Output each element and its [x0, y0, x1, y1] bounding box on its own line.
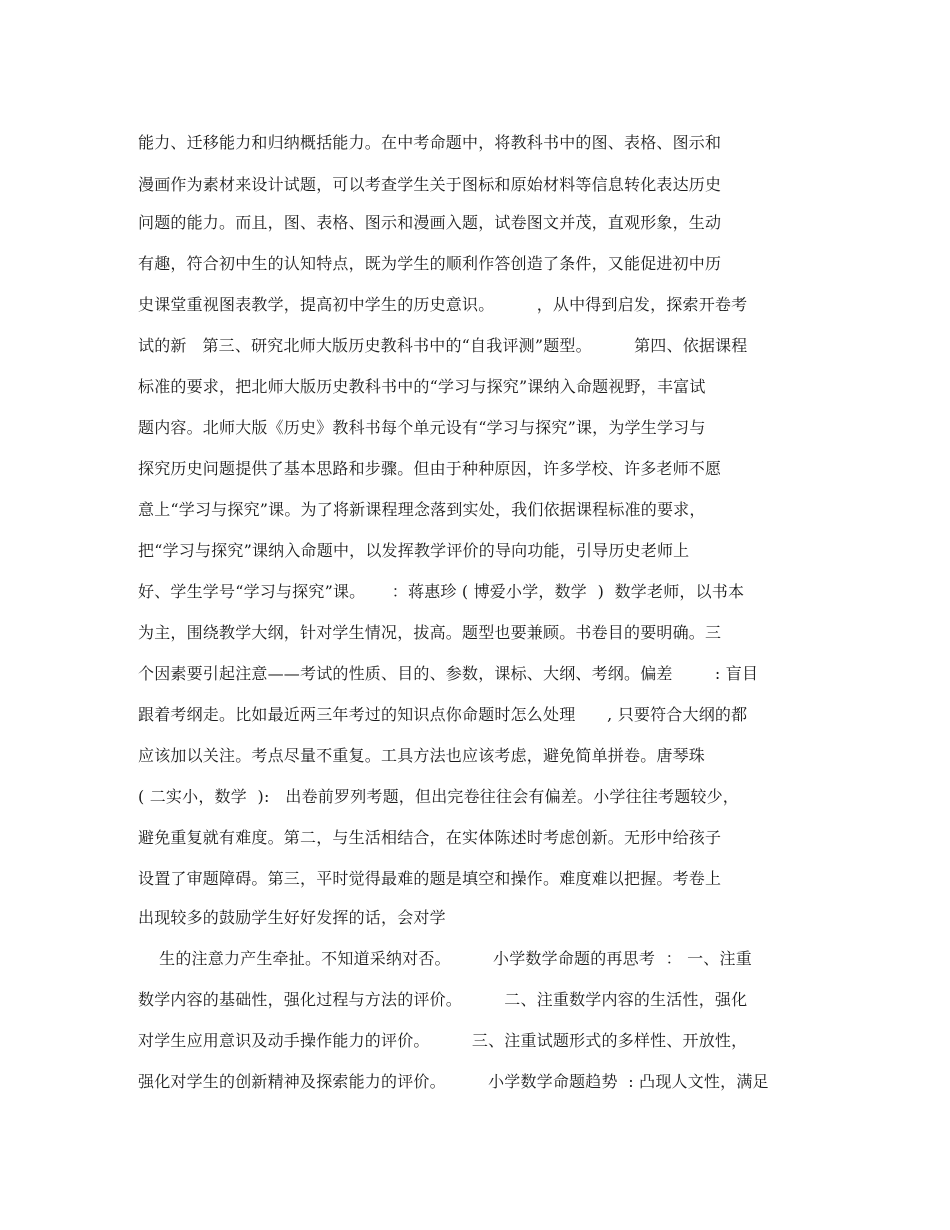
text-line: 为主，围绕教学大纲，针对学生情况，拔高。题型也要兼顾。书卷目的要明确。三 — [138, 623, 722, 642]
text-line: 问题的能力。而且，图、表格、图示和漫画入题，试卷图文并茂，直观形象，生动 — [138, 213, 722, 232]
text-line: 好、学生学号“学习与探究”课。 ：蒋惠珍 ( 博爱小学，数学 ) 数学老师，以书本 — [138, 582, 745, 601]
text-line: 题内容。北师大版《历史》教科书每个单元设有“学习与探究”课，为学生学习与 — [138, 418, 706, 437]
text-line: 漫画作为素材来设计试题，可以考查学生关于图标和原始材料等信息转化表达历史 — [138, 175, 722, 194]
text-line: 标准的要求，把北师大版历史教科书中的“学习与探究”课纳入命题视野，丰富试 — [138, 377, 706, 396]
text-line: 应该加以关注。考点尽量不重复。工具方法也应该考虑，避免简单拼卷。唐琴珠 — [138, 746, 706, 765]
text-line: 史课堂重视图表教学，提高初中学生的历史意识。 ，从中得到启发，探索开卷考 — [138, 295, 748, 314]
text-line: 生的注意力产生牵扯。不知道采纳对否。 小学数学命题的再思考 ： 一、注重 — [138, 949, 752, 968]
text-line: 数学内容的基础性，强化过程与方法的评价。 二、注重数学内容的生活性，强化 — [138, 990, 748, 1009]
text-line: 对学生应用意识及动手操作能力的评价。 三、注重试题形式的多样性、开放性， — [138, 1031, 748, 1050]
text-line: ( 二实小，数学 ): 出卷前罗列考题，但出完卷往往会有偏差。小学往往考题较少， — [138, 787, 739, 806]
text-line: 个因素要引起注意——考试的性质、目的、参数，课标、大纲、考纲。偏差 : 盲目 — [138, 664, 759, 683]
text-line: 能力、迁移能力和归纳概括能力。在中考命题中，将教科书中的图、表格、图示和 — [138, 133, 722, 152]
text-line: 跟着考纲走。比如最近两三年考过的知识点你命题时怎么处理 , 只要符合大纲的都 — [138, 705, 748, 724]
text-line: 避免重复就有难度。第二，与生活相结合，在实体陈述时考虑创新。无形中给孩子 — [138, 828, 722, 847]
text-line: 强化对学生的创新精神及探索能力的评价。 小学数学命题趋势 : 凸现人文性，满足 — [138, 1072, 769, 1091]
text-line: 有趣，符合初中生的认知特点，既为学生的顺利作答创造了条件，又能促进初中历 — [138, 254, 722, 273]
text-line: 出现较多的鼓励学生好好发挥的话，会对学 — [138, 908, 446, 927]
text-line: 探究历史问题提供了基本思路和步骤。但由于种种原因，许多学校、许多老师不愿 — [138, 459, 722, 478]
text-line: 试的新 第三、研究北师大版历史教科书中的“自我评测”题型。 第四、依据课程 — [138, 336, 748, 355]
text-line: 意上“学习与探究”课。为了将新课程理念落到实处，我们依据课程标准的要求， — [138, 500, 706, 519]
text-line: 设置了审题障碍。第三，平时觉得最难的题是填空和操作。难度难以把握。考卷上 — [138, 869, 722, 888]
text-line: 把“学习与探究”课纳入命题中，以发挥教学评价的导向功能，引导历史老师上 — [138, 541, 690, 560]
